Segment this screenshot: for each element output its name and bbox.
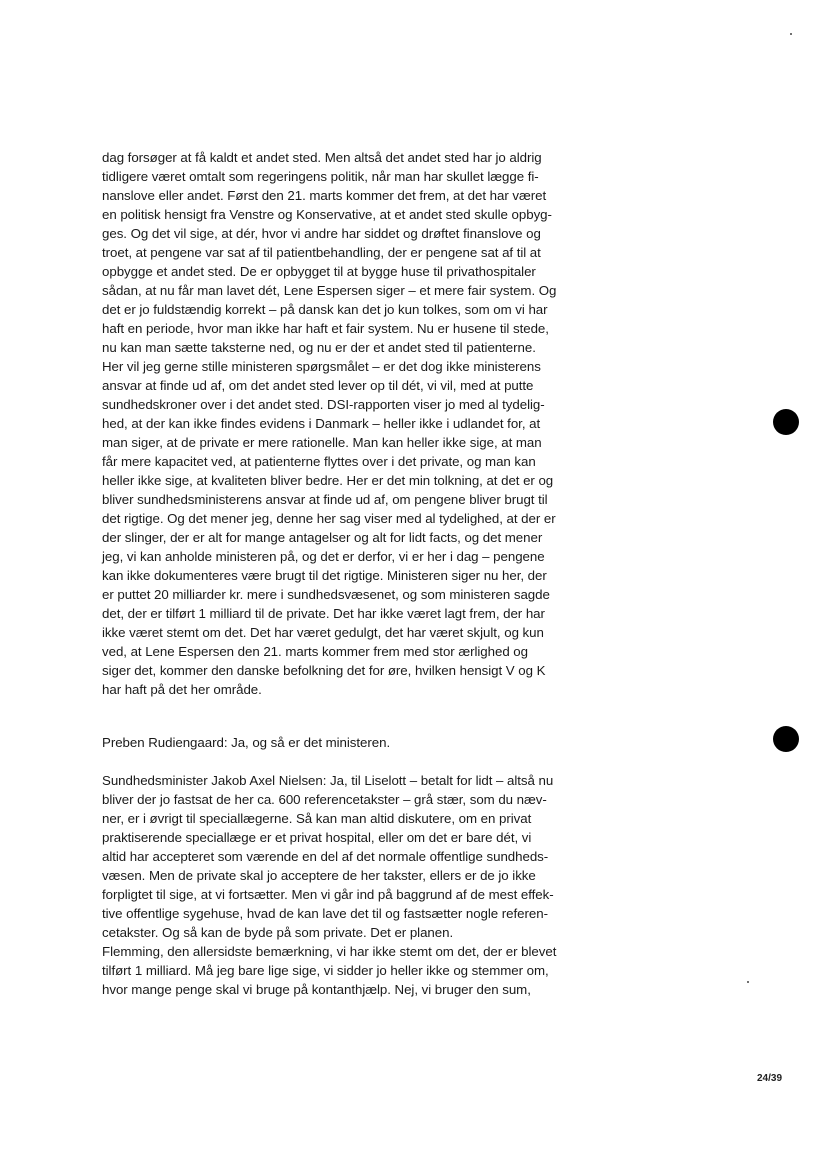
text-line: opbygge et andet sted. De er opbygget til at bygge huse til privathospitaler [102,264,536,279]
text-line: bliver sundhedsministerens ansvar at finde ud af, om pengene bliver brugt til [102,492,548,507]
text-line: får mere kapacitet ved, at patienterne flyttes over i det private, og man kan [102,454,536,469]
text-line: Sundhedsminister Jakob Axel Nielsen: Ja, til Liselott – betalt for lidt – altså nu [102,773,554,788]
text-line: ikke været stemt om det. Det har været gedulgt, det har været skjult, og kun [102,625,544,640]
text-line: sundhedskroner over i det andet sted. DSI-rapporten viser jo med al tydelig- [102,397,545,412]
text-line: ges. Og det vil sige, at dér, hvor vi andre har siddet og drøftet finanslove og [102,226,541,241]
text-line: nanslove eller andet. Først den 21. marts kommer det frem, at det har været [102,188,547,203]
text-line: væsen. Men de private skal jo acceptere de her takster, ellers er de jo ikke [102,868,536,883]
text-line: Her vil jeg gerne stille ministeren spørgsmålet – er det dog ikke ministerens [102,359,541,374]
text-line: det er jo fuldstændig korrekt – på dansk kan det jo kun tolkes, som om vi har [102,302,548,317]
text-line: der slinger, der er alt for mange antagelser og alt for lidt facts, og det mener [102,530,543,545]
text-line: dag forsøger at få kaldt et andet sted. Men altså det andet sted har jo aldrig [102,150,542,165]
text-line: forpligtet til sige, at vi fortsætter. Men vi går ind på baggrund af de mest effek- [102,887,554,902]
paragraph-2 [102,733,602,752]
text-line: tive offentlige sygehuse, hvad de kan lave det til og fastsætter nogle referen- [102,906,548,921]
text-line: cetakster. Og så kan de byde på som private. Det er planen. [102,925,454,940]
text-line: praktiserende speciallæge er et privat hospital, eller om det er bare dét, vi [102,830,532,845]
text-line: det, der er tilført 1 milliard til de private. Det har ikke været lagt frem, der har [102,606,545,621]
text-line: altid har accepteret som værende en del af det normale offentlige sundheds- [102,849,549,864]
text-line: tilført 1 milliard. Må jeg bare lige sige, vi sidder jo heller ikke og stemmer om, [102,963,549,978]
text-line: bliver der jo fastsat de her ca. 600 referencetakster – grå stær, som du næv- [102,792,547,807]
text-line: har haft på det her område. [102,682,262,697]
text-line: det rigtige. Og det mener jeg, denne her sag viser med al tydelighed, at der er [102,511,556,526]
text-line: ved, at Lene Espersen den 21. marts kommer frem med stor ærlighed og [102,644,528,659]
punch-hole-mark [773,726,799,752]
text-line: heller ikke sige, at kvaliteten bliver bedre. Her er det min tolkning, at det er og [102,473,554,488]
page-number: 24/39 [757,1073,783,1084]
paragraph-3 [102,771,602,999]
text-line: ner, er i øvrigt til speciallægerne. Så kan man altid diskutere, om en privat [102,811,532,826]
text-line: hvor mange penge skal vi bruge på kontanthjælp. Nej, vi bruger den sum, [102,982,531,997]
text-line: troet, at pengene var sat af til patientbehandling, der er pengene sat af til at [102,245,541,260]
text-line: jeg, vi kan anholde ministeren på, og det er derfor, vi er her i dag – pengene [102,549,545,564]
text-line: nu kan man sætte taksterne ned, og nu er der et andet sted til patienterne. [102,340,536,355]
text-line: sådan, at nu får man lavet dét, Lene Espersen siger – et mere fair system. Og [102,283,557,298]
text-line: ansvar at finde ud af, om det andet sted lever op til dét, vi vil, med at putte [102,378,534,393]
text-line: er puttet 20 milliarder kr. mere i sundhedsvæsenet, og som ministeren sagde [102,587,550,602]
text-line: Flemming, den allersidste bemærkning, vi har ikke stemt om det, der er blevet [102,944,557,959]
scan-speck [790,33,792,35]
text-line: en politisk hensigt fra Venstre og Konservative, at et andet sted skulle opbyg- [102,207,552,222]
text-line: tidligere været omtalt som regeringens politik, når man har skullet lægge fi- [102,169,539,184]
text-line: Preben Rudiengaard: Ja, og så er det ministeren. [102,735,391,750]
text-line: kan ikke dokumenteres være brugt til det rigtige. Ministeren siger nu her, der [102,568,547,583]
scan-speck [747,981,749,983]
text-line: hed, at der kan ikke findes evidens i Danmark – heller ikke i udlandet for, at [102,416,541,431]
text-line: siger det, kommer den danske befolkning det for øre, hvilken hensigt V og K [102,663,546,678]
punch-hole-mark [773,409,799,435]
text-line: man siger, at de private er mere rationelle. Man kan heller ikke sige, at man [102,435,542,450]
paragraph-1 [102,148,602,699]
text-line: haft en periode, hvor man ikke har haft et fair system. Nu er husene til stede, [102,321,549,336]
